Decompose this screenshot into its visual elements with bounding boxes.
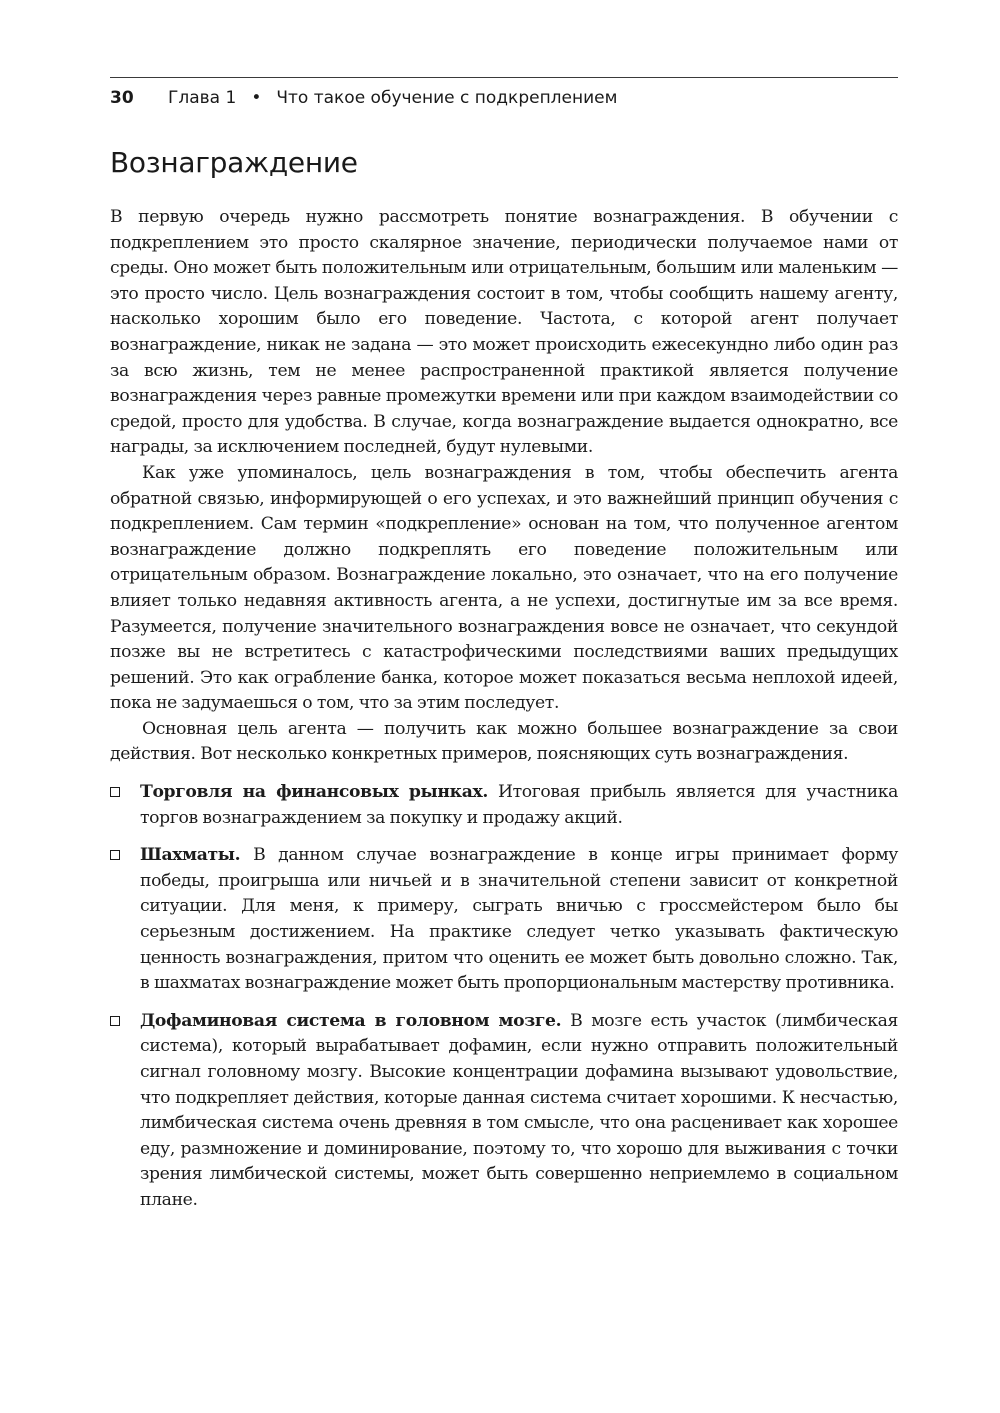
running-header <box>110 77 898 118</box>
list-item-title: Торговля на финансовых рынках. <box>140 782 489 803</box>
chapter-title: Что такое обучение с подкреплением <box>276 88 618 108</box>
list-item-text: В мозге есть участок (лимбическая система), который вырабатывает дофамин, если нужно отправить положительный сигнал головному мозгу. Высокие концентрации дофамина вызывают удовольствие, что подкрепляет действия, которые данная система считает хорошими. К несчастью, лимбическая система очень древняя в том смысле, что она расценивает как хорошее еду, размножение и доминирование, поэтому то, что хорошо для выживания с точки зрения лимбической системы, может быть совершенно неприемлемо в социальном плане. <box>140 1010 898 1210</box>
header-separator: • <box>251 88 262 108</box>
examples-list <box>110 780 898 1214</box>
list-item-title: Дофаминовая система в головном мозге. <box>140 1010 562 1031</box>
body-text <box>110 205 898 1226</box>
list-item-text: В данном случае вознаграждение в конце игры принимает форму победы, проигрыша или ничьей и в значительной степени зависит от конкретной ситуации. Для меня, к примеру, сыграть вничью с гроссмейстером было бы серьезным достижением. На практике следует четко указывать фактическую ценность вознаграждения, притом что оценить ее может быть довольно сложно. Так, в шахматах вознаграждение может быть пропорциональным мастерству противника. <box>140 845 898 994</box>
paragraph-2: Как уже упоминалось, цель вознаграждения в том, чтобы обеспечить агента обратной связью, информирующей о его успехах, и это важнейший принцип обучения с подкреплением. Сам термин «подкрепление» основан на том, что полученное агентом вознаграждение должно подкреплять его поведение положительным или отрицательным образом. Вознаграждение локально, это означает, что на его получение влияет только недавняя активность агента, а не успехи, достигнутые им за все время. Разумеется, получение значительного вознаграждения вовсе не означает, что секундой позже вы не встретитесь с катастрофическими последствиями ваших предыдущих решений. Это как ограбление банка, которое может показаться весьма неплохой идеей, пока не задумаешься о том, что за этим последует. <box>110 462 898 714</box>
checkbox-bullet-icon <box>110 850 120 860</box>
paragraph-3: Основная цель агента — получить как можно большее вознаграждение за свои действия. Вот несколько конкретных примеров, поясняющих суть вознаграждения. <box>110 718 898 765</box>
page-number: 30 <box>110 88 134 108</box>
checkbox-bullet-icon <box>110 1016 120 1026</box>
paragraph-1: В первую очередь нужно рассмотреть понятие вознаграждения. В обучении с подкреплением это просто скалярное значение, периодически получаемое нами от среды. Оно может быть положительным или отрицательным, большим или маленьким — это просто число. Цель вознаграждения состоит в том, чтобы сообщить нашему агенту, насколько хорошим было его поведение. Частота, с которой агент получает вознаграждение, никак не задана — это может происходить ежесекундно либо один раз за всю жизнь, тем не менее распространенной практикой является получение вознаграждения через равные промежутки времени или при каждом взаимодействии со средой, просто для удобства. В случае, когда вознаграждение выдается однократно, все награды, за исключением последней, будут нулевыми. <box>110 207 898 458</box>
list-item <box>110 843 898 997</box>
list-item <box>110 780 898 831</box>
section-title: Вознаграждение <box>110 146 358 179</box>
chapter-label: Глава 1 <box>168 88 237 108</box>
list-item-text: Итоговая прибыль является для участника торгов вознаграждением за покупку и продажу акций. <box>140 782 898 828</box>
list-item <box>110 1009 898 1214</box>
list-item-title: Шахматы. <box>140 845 241 866</box>
checkbox-bullet-icon <box>110 787 120 797</box>
